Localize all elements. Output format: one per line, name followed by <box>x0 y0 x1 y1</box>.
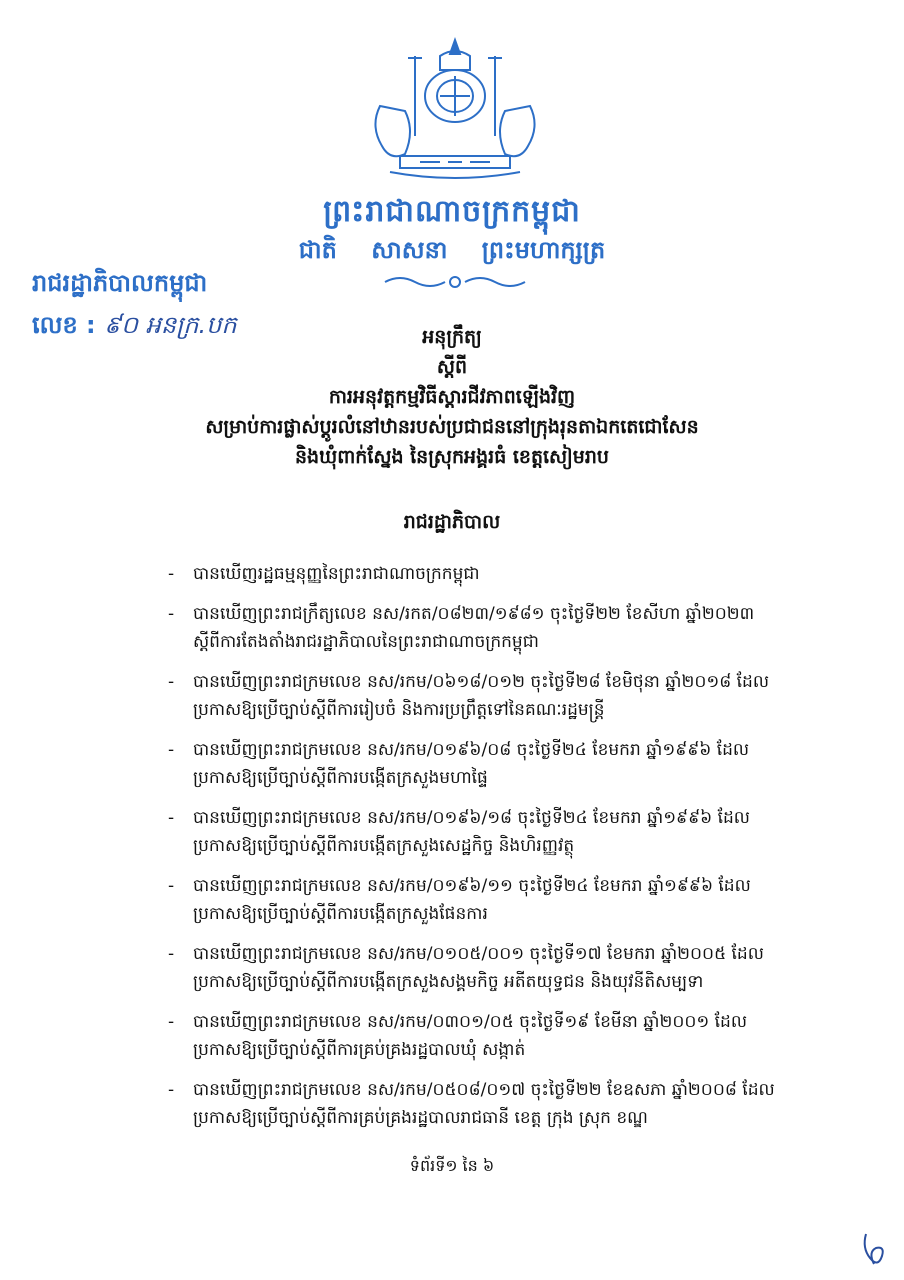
motto-nation: ជាតិ <box>298 236 337 264</box>
government-header: រាជរដ្ឋាភិបាលកម្ពុជា <box>32 269 208 297</box>
motto-king: ព្រះមហាក្សត្រ <box>481 236 606 264</box>
recital-line: ប្រកាសឱ្យប្រើច្បាប់ស្តីពីការបង្កើតក្រសួងសេដ្ឋកិច្ច និងហិរញ្ញវត្ថុ <box>193 836 575 856</box>
recital-line: ប្រកាសឱ្យប្រើច្បាប់ស្តីពីការបង្កើតក្រសួងសង្គមកិច្ច អតីតយុទ្ធជន និងយុវនីតិសម្បទា <box>193 972 704 992</box>
recital-line: បានឃើញព្រះរាជក្រមលេខ នស/រកម/០១៩៦/១១ ចុះថ្ងៃទី២៤ ខែមករា ឆ្នាំ១៩៩៦ ដែល <box>193 876 751 896</box>
recital-line: បានឃើញព្រះរាជក្រមលេខ នស/រកម/០១៩៦/១៨ ចុះថ្ងៃទី២៤ ខែមករា ឆ្នាំ១៩៩៦ ដែល <box>193 808 750 828</box>
recital-line: បានឃើញព្រះរាជក្រមលេខ នស/រកម/០៥០៨/០១៧ ចុះថ្ងៃទី២២ ខែឧសភា ឆ្នាំ២០០៨ ដែល <box>193 1080 775 1100</box>
list-item <box>168 804 808 860</box>
list-item <box>168 600 808 656</box>
royal-emblem-icon <box>360 36 550 186</box>
recital-line: ប្រកាសឱ្យប្រើច្បាប់ស្តីពីការរៀបចំ និងការប្រព្រឹត្តទៅនៃគណៈរដ្ឋមន្ត្រី <box>193 700 605 720</box>
list-item <box>168 668 808 724</box>
bullet-dash: - <box>168 740 175 760</box>
recital-line: បានឃើញព្រះរាជក្រមលេខ នស/រកម/០១៩៦/០៨ ចុះថ្ងៃទី២៤ ខែមករា ឆ្នាំ១៩៩៦ ដែល <box>193 740 750 760</box>
doc-type: អនុក្រឹត្យ <box>422 326 482 348</box>
kingdom-title: ព្រះរាជាណាចក្រកម្ពុជា <box>323 194 581 229</box>
concerning-label: ស្តីពី <box>436 356 468 378</box>
title-line-1: ការអនុវត្តកម្មវិធីស្តារជីវភាពឡើងវិញ <box>328 386 576 408</box>
bullet-dash: - <box>168 1080 175 1100</box>
document-titles <box>0 322 904 472</box>
number-value: ៩០ អនក្រ.បក <box>104 311 237 339</box>
section-heading: រាជរដ្ឋាភិបាល <box>403 511 501 533</box>
recital-line: បានឃើញព្រះរាជក្រមលេខ នស/រកម/០១០៥/០០១ ចុះថ្ងៃទី១៧ ខែមករា ឆ្នាំ២០០៥ ដែល <box>193 944 764 964</box>
bullet-dash: - <box>168 944 175 964</box>
title-line-2: សម្រាប់ការផ្លាស់ប្តូរលំនៅឋានរបស់ប្រជាជននៅក្រុងរុនតាឯកតេជោសែន <box>205 416 699 438</box>
national-motto <box>0 235 904 270</box>
motto-religion: សាសនា <box>371 236 448 264</box>
bullet-dash: - <box>168 1012 175 1032</box>
number-label: លេខ : <box>32 311 96 339</box>
bullet-dash: - <box>168 564 175 584</box>
recital-line: ប្រកាសឱ្យប្រើច្បាប់ស្តីពីការគ្រប់គ្រងរដ្ឋបាលឃុំ សង្កាត់ <box>193 1040 526 1060</box>
recital-line: បានឃើញព្រះរាជក្រមលេខ នស/រកម/០៣០១/០៥ ចុះថ្ងៃទី១៩ ខែមីនា ឆ្នាំ២០០១ ដែល <box>193 1012 748 1032</box>
recital-line: ប្រកាសឱ្យប្រើច្បាប់ស្តីពីការបង្កើតក្រសួងផែនការ <box>193 904 488 924</box>
handwritten-initials-icon <box>858 1228 888 1272</box>
list-item <box>168 1076 808 1132</box>
title-line-3: និងឃុំពាក់ស្នែង នៃស្រុកអង្គរធំ ខេត្តសៀមរាប <box>294 446 609 468</box>
recital-line: បានឃើញព្រះរាជក្រមលេខ នស/រកម/០៦១៨/០១២ ចុះថ្ងៃទី២៨ ខែមិថុនា ឆ្នាំ២០១៨ ដែល <box>193 672 770 692</box>
list-item <box>168 1008 808 1064</box>
recital-line: ប្រកាសឱ្យប្រើច្បាប់ស្តីពីការបង្កើតក្រសួងមហាផ្ទៃ <box>193 768 488 788</box>
bullet-dash: - <box>168 876 175 896</box>
recitals-list <box>168 560 808 1144</box>
list-item <box>168 560 808 588</box>
recital-line: បានឃើញរដ្ឋធម្មនុញ្ញនៃព្រះរាជាណាចក្រកម្ពុជា <box>193 564 480 584</box>
recital-line: ប្រកាសឱ្យប្រើច្បាប់ស្តីពីការគ្រប់គ្រងរដ្ឋបាលរាជធានី ខេត្ត ក្រុង ស្រុក ខណ្ឌ <box>193 1108 648 1128</box>
list-item <box>168 872 808 928</box>
recital-line: បានឃើញព្រះរាជក្រឹត្យលេខ នស/រកត/០៨២៣/១៩៨១ ចុះថ្ងៃទី២២ ខែសីហា ឆ្នាំ២០២៣ <box>193 604 755 624</box>
bullet-dash: - <box>168 672 175 692</box>
page-number: ទំព័រទី១ នៃ ៦ <box>409 1156 495 1175</box>
list-item <box>168 940 808 996</box>
recital-line: ស្តីពីការតែងតាំងរាជរដ្ឋាភិបាលនៃព្រះរាជាណាចក្រកម្ពុជា <box>193 632 539 652</box>
bullet-dash: - <box>168 808 175 828</box>
ornament-divider-icon <box>380 272 530 292</box>
bullet-dash: - <box>168 604 175 624</box>
list-item <box>168 736 808 792</box>
